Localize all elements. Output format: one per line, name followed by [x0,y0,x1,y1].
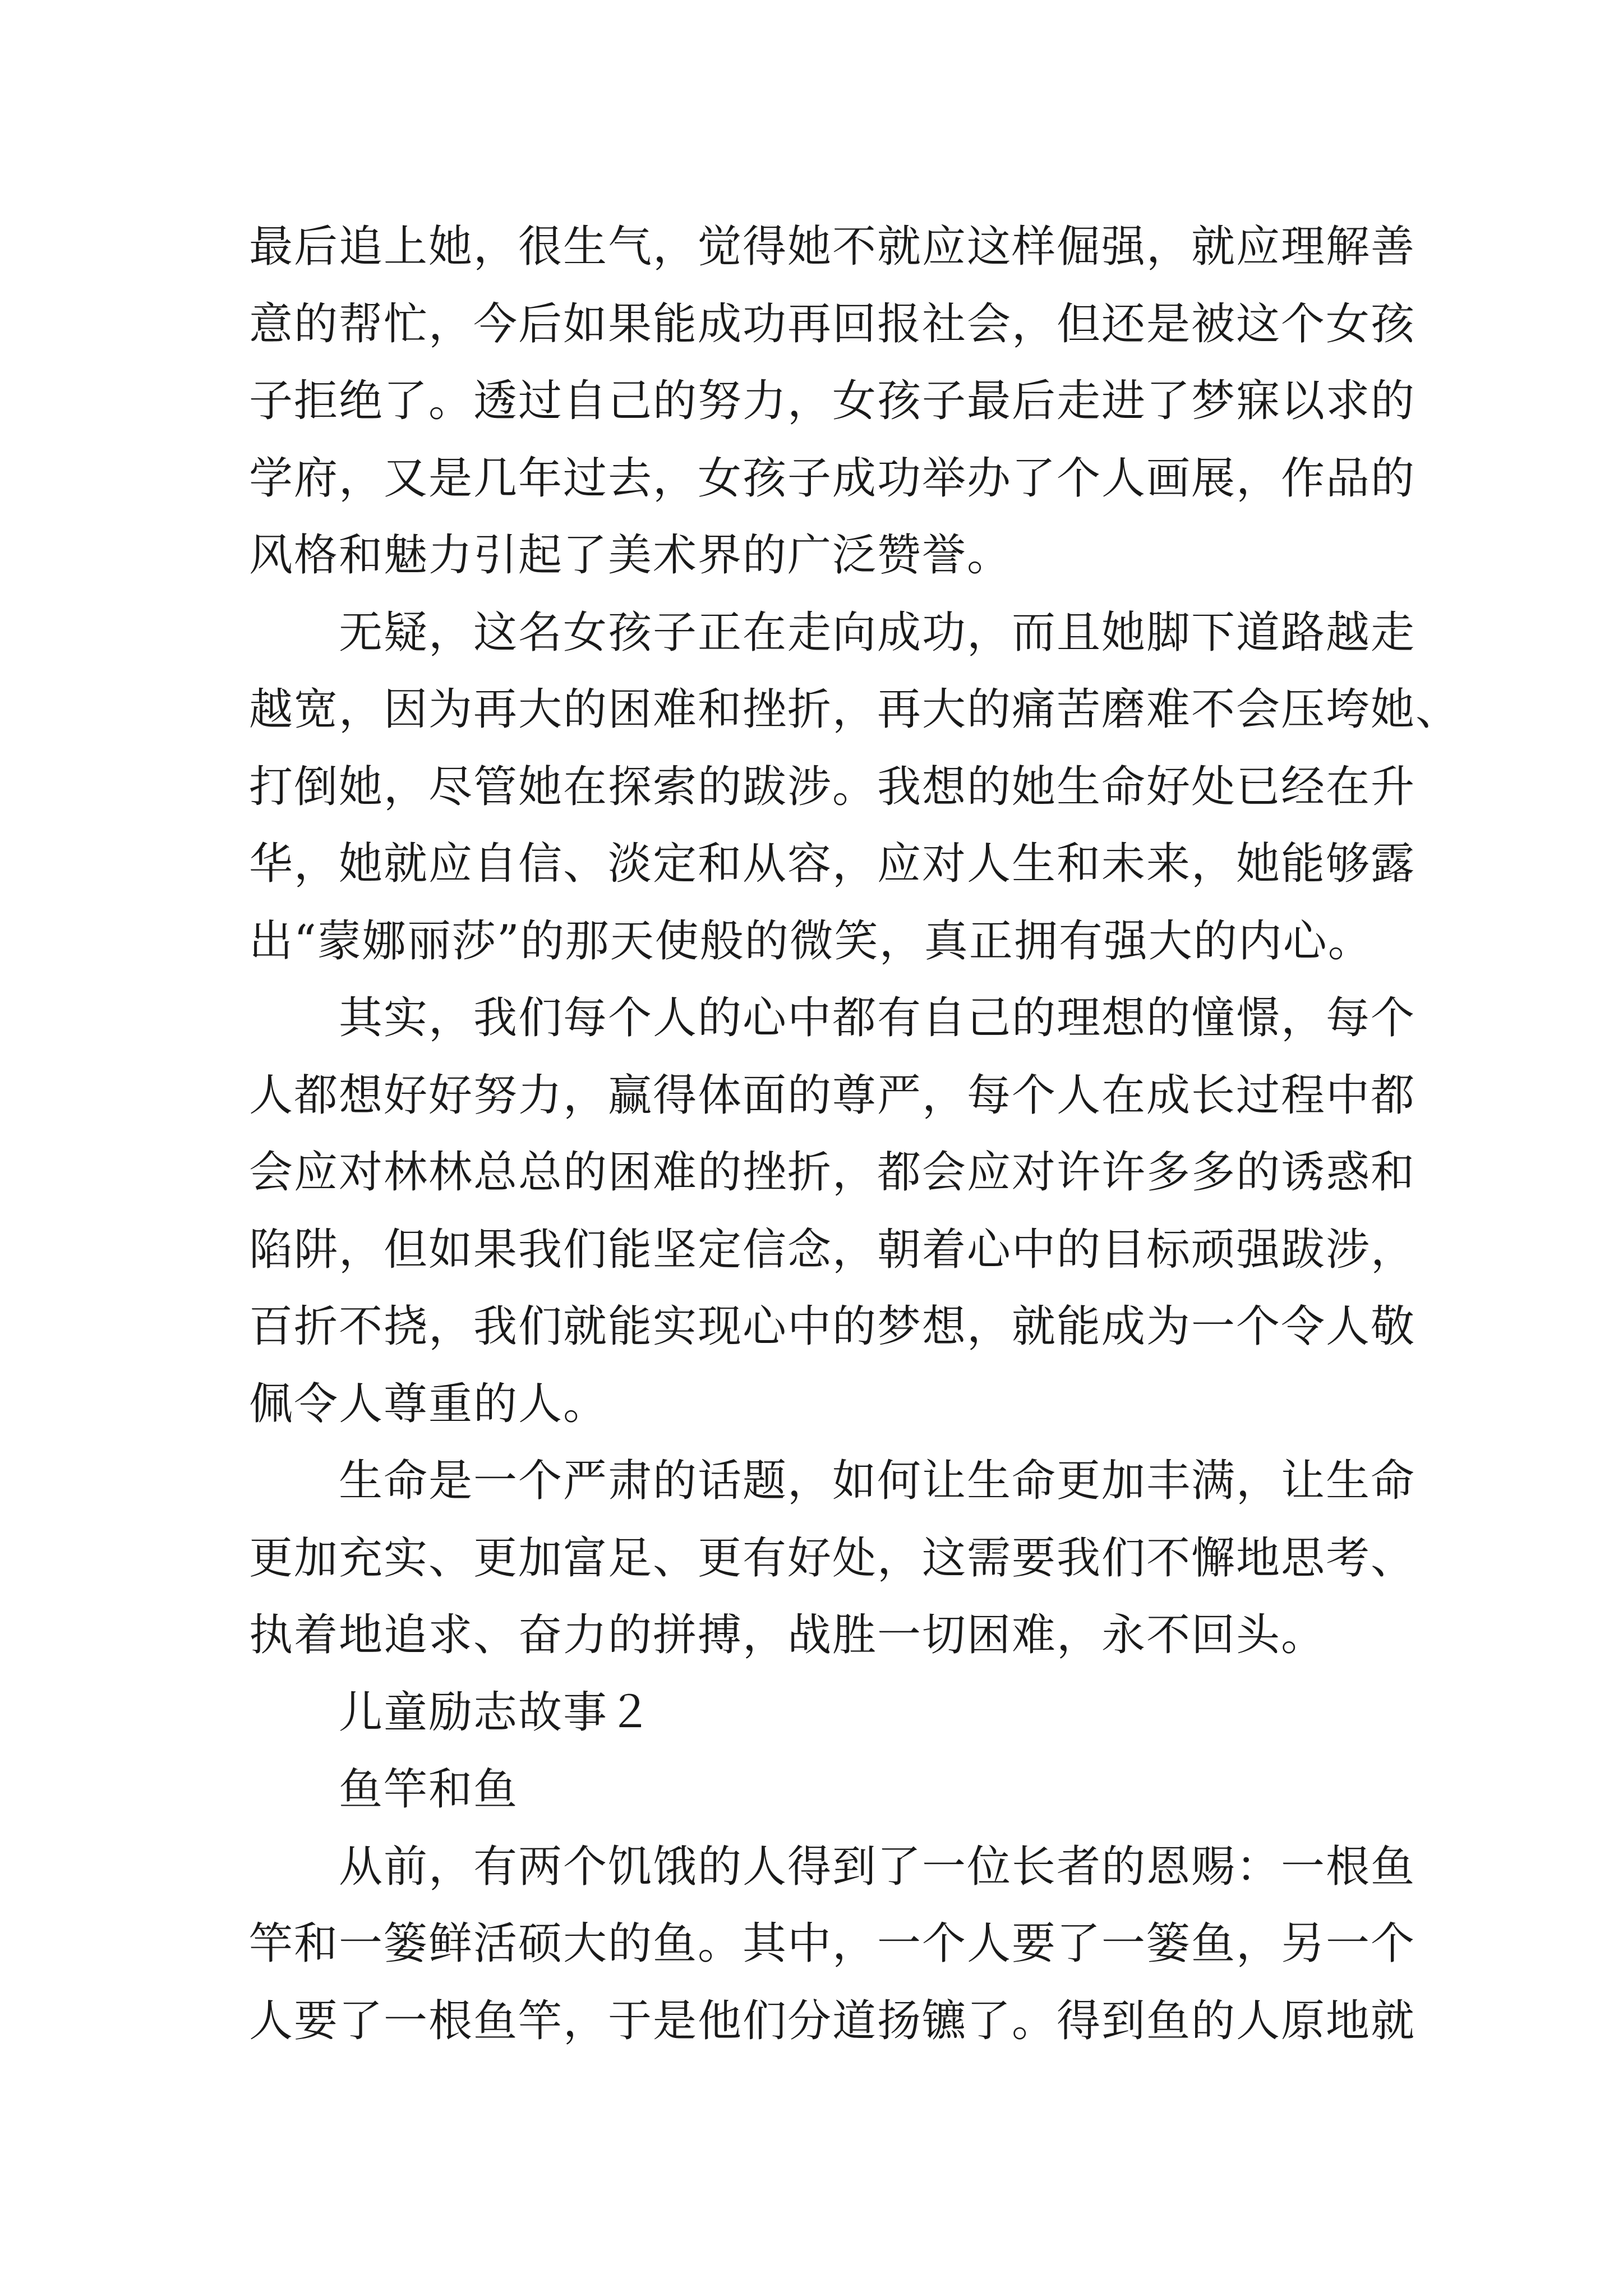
text-line: 华，她就应自信、淡定和从容，应对人生和未来，她能够露 [249,839,1416,889]
text-line: 百折不挠，我们就能实现心中的梦想，就能成为一个令人敬 [249,1301,1416,1352]
text-line: 执着地追求、奋力的拼搏，战胜一切困难，永不回头。 [249,1610,1326,1660]
text-line: 出“蒙娜丽莎”的那天使般的微笑，真正拥有强大的内心。 [249,915,1373,967]
text-line: 生命是一个严肃的话题，如何让生命更加丰满，让生命 [339,1456,1416,1506]
text-line: 更加充实、更加富足、更有好处，这需要我们不懈地思考、 [249,1533,1416,1584]
text-line: 无疑，这名女孩子正在走向成功，而且她脚下道路越走 [339,607,1416,658]
document-body [249,209,1461,2060]
text-line: 人要了一根鱼竿，于是他们分道扬镳了。得到鱼的人原地就 [249,1995,1416,2046]
text-line: 其实，我们每个人的心中都有自己的理想的憧憬，每个 [339,993,1416,1043]
text-line: 会应对林林总总的困难的挫折，都会应对许许多多的诱惑和 [249,1147,1416,1198]
text-line: 从前，有两个饥饿的人得到了一位长者的恩赐：一根鱼 [339,1841,1416,1892]
text-line: 鱼竿和鱼 [339,1764,519,1815]
text-line: 人都想好好努力，赢得体面的尊严，每个人在成长过程中都 [249,1070,1416,1121]
text-line: 学府，又是几年过去，女孩子成功举办了个人画展，作品的 [249,453,1416,504]
text-line: 意的帮忙，今后如果能成功再回报社会，但还是被这个女孩 [249,298,1416,349]
text-line: 佩令人尊重的人。 [249,1378,608,1429]
text-line: 最后追上她，很生气，觉得她不就应这样倔强，就应理解善 [249,222,1416,272]
text-line: 儿童励志故事２ [339,1687,653,1738]
text-line: 子拒绝了。透过自己的努力，女孩子最后走进了梦寐以求的 [249,376,1416,426]
text-line: 竿和一篓鲜活硕大的鱼。其中，一个人要了一篓鱼，另一个 [249,1918,1416,1969]
text-line: 风格和魅力引起了美术界的广泛赞誉。 [249,530,1012,581]
text-line: 陷阱，但如果我们能坚定信念，朝着心中的目标顽强跋涉， [249,1224,1416,1275]
text-line: 打倒她，尽管她在探索的跋涉。我想的她生命好处已经在升 [249,761,1416,812]
text-line: 越宽，因为再大的困难和挫折，再大的痛苦磨难不会压垮她、 [249,684,1461,735]
